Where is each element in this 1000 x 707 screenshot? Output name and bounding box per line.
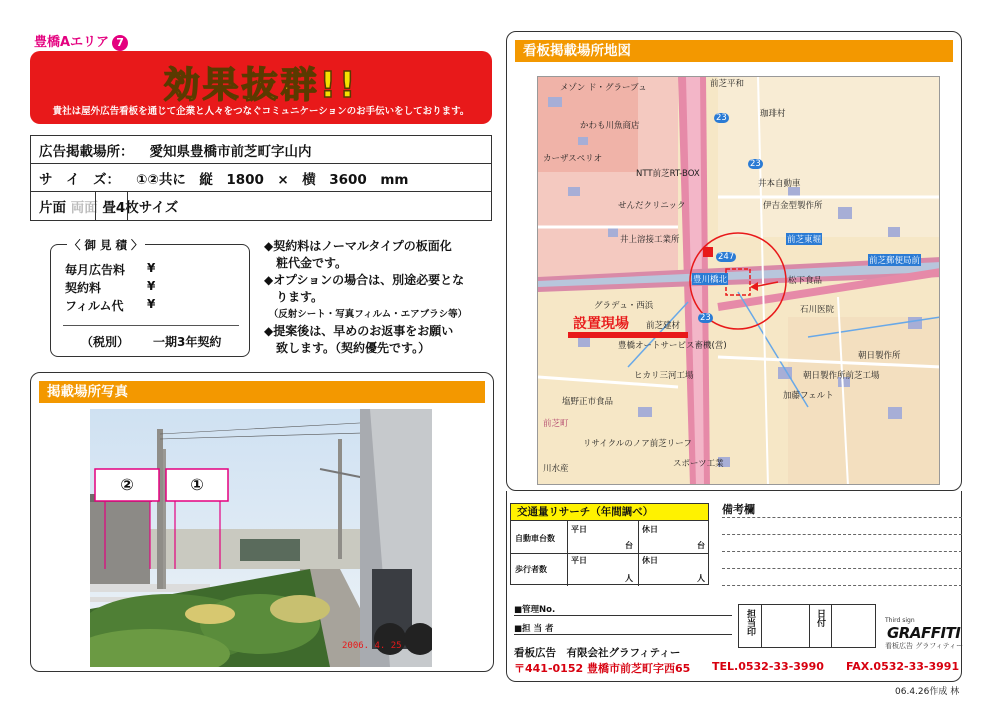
map-image: [538, 77, 940, 485]
estimate-term: 一期3年契約: [153, 335, 222, 349]
location-value: 愛知県豊橋市前芝町字山内: [149, 143, 312, 160]
info-row-location: 広告掲載場所： 愛知県豊橋市前芝町字山内: [31, 136, 491, 164]
traffic-table: 交通量リサーチ（年間調べ） 自動車台数 歩行者数 平日 台 休日 台 平日 人 休日 人: [510, 503, 709, 585]
stamp-date-label: 日付: [815, 609, 825, 627]
sign-2-label: ②: [120, 475, 134, 494]
company-name: 看板広告 有限会社グラフィティー: [514, 647, 681, 659]
remarks-line: [722, 585, 962, 586]
company-fax: FAX.0532-33-3991: [846, 660, 960, 673]
side-value: 畳4枚サイズ: [102, 200, 179, 216]
company-address: 〒441-0152 豊橋市前芝町字西65: [514, 662, 691, 675]
site-label: 設置現場: [573, 316, 629, 332]
traffic-walk-label: 歩行者数: [515, 565, 547, 574]
headline-title: 効果抜群!!: [163, 65, 359, 106]
logo-subtitle: 看板広告 グラフィティー: [885, 642, 964, 650]
stamp-box: [738, 604, 876, 648]
estimate-row: フィルム代 ¥: [65, 297, 156, 313]
map-area: メゾン ド・グラーブュ かわも川魚商店 前芝平和 珈琲村 カーザスペリオ NTT前芝RT-BOX 井本自動車 せんだクリニック 伊吉金型製作所 井上溶接工業所 前芝東堀 前芝郵便局前 豊川橋北 松下食品 石川医院 グラデュ・西浜 前芝建材 設置現場 豊橋オートサービス畜機(営) 朝日製作所 朝日製作所前芝工場 ヒカリ三河工場 加藤フェルト 塩野正市食品 前芝町 リサイクルのノア前芝リーフ スポーツ工業 川水産 23 23 247 23: [537, 76, 940, 485]
area-number-badge: 7: [112, 35, 128, 51]
remarks-title: 備考欄: [722, 503, 755, 516]
estimate-title: 〈 御 見 積 〉: [69, 238, 143, 252]
remarks-line: [722, 568, 962, 569]
map-header: 看板掲載場所地図: [515, 40, 953, 62]
logo-tagline: Third sign: [885, 617, 915, 624]
company-tel: TEL.0532-33-3990: [712, 660, 824, 673]
remarks-line: [722, 517, 962, 518]
person-label: ■担 当 者: [514, 624, 554, 634]
manager-number-label: ■管理No.: [514, 605, 556, 615]
info-row-size: サ イ ズ： ①②共に 縦 1800 × 横 3600 mm: [31, 164, 491, 192]
site-photo: [90, 409, 432, 667]
estimate-row: 契約料 ¥: [65, 279, 156, 295]
site-photo-image: [90, 409, 432, 667]
headline-banner: [30, 51, 492, 124]
photo-date: 2006. 4. 25: [342, 641, 402, 651]
info-row-side: 片面 両面 畳4枚サイズ: [31, 192, 491, 220]
estimate-divider: [63, 325, 239, 326]
traffic-car-label: 自動車台数: [515, 534, 555, 543]
remarks-line: [722, 551, 962, 552]
estimate-row: 毎月広告料 ¥: [65, 261, 156, 277]
info-table: [30, 135, 492, 221]
traffic-title: 交通量リサーチ（年間調べ）: [511, 504, 708, 521]
area-label: [34, 31, 128, 51]
created-note: 06.4.26作成 林: [895, 687, 960, 697]
notes: ◆契約料はノーマルタイプの板面化 粧代金です。 ◆オプションの場合は、別途必要とな ります。 （反射シート・写真フィルム・エアブラシ等） ◆提案後は、早めのお返事をお願い 致します。（契約優先です。）: [264, 239, 468, 355]
photo-panel: [30, 372, 494, 672]
photo-header: 掲載場所写真: [39, 381, 485, 403]
map-panel: [506, 31, 962, 491]
area-text: 豊橋Aエリア: [34, 35, 110, 50]
size-value: ①②共に 縦 1800 × 横 3600 mm: [136, 171, 409, 188]
graffiti-logo: GRAFFITI: [887, 624, 961, 642]
sign-1-label: ①: [190, 475, 204, 494]
headline-subtitle: 貴社は屋外広告看板を通じて企業と人々をつなぐコミュニケーションのお手伝いをしております。: [52, 106, 470, 117]
stamp-person-label: 担当印: [745, 609, 755, 636]
estimate-tax: （税別）: [81, 335, 130, 349]
estimate-box: [50, 238, 250, 357]
remarks-line: [722, 534, 962, 535]
